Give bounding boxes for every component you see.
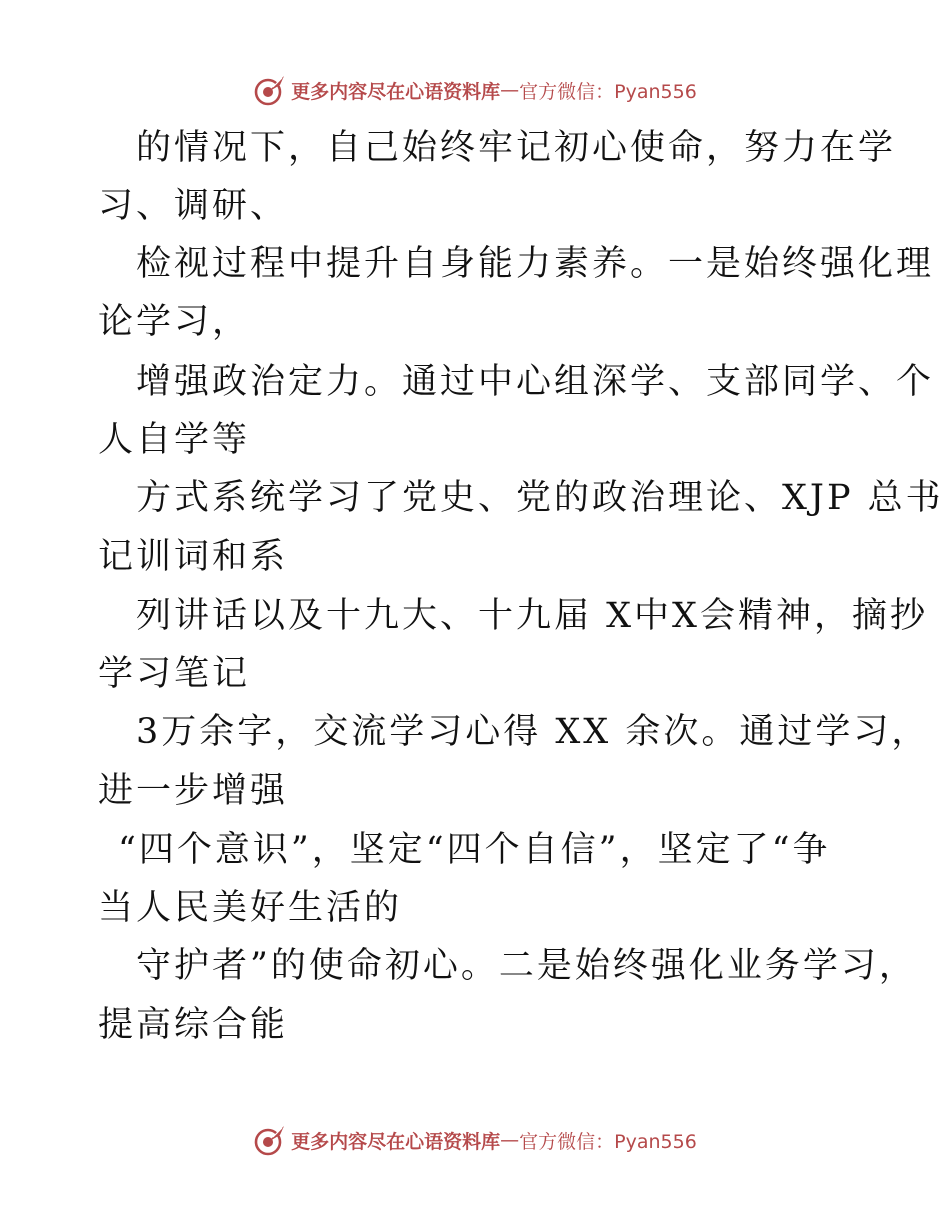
body-line: 3万余字，交流学习心得 XX 余次。通过学习，	[136, 712, 930, 752]
body-line: 习、调研、	[98, 186, 289, 226]
quill-pen-logo-icon	[253, 73, 287, 107]
banner-separator: —	[500, 1129, 520, 1151]
body-line: 当人民美好生活的	[98, 888, 403, 928]
quill-pen-logo-icon	[253, 1123, 287, 1157]
banner-wechat: 官方微信：Pyan556	[519, 80, 697, 103]
footer-banner	[0, 1120, 950, 1160]
banner-wechat: 官方微信：Pyan556	[519, 1130, 697, 1153]
body-line: 人自学等	[98, 420, 251, 460]
body-line: 学习笔记	[98, 654, 251, 694]
body-line: 的情况下，自己始终牢记初心使命，努力在学	[136, 128, 897, 168]
body-line: 检视过程中提升自身能力素养。一是始终强化理	[136, 244, 935, 284]
body-line: 增强政治定力。通过中心组深学、支部同学、个	[136, 362, 935, 402]
body-line: 记训词和系	[98, 537, 289, 577]
body-line: 进一步增强	[98, 771, 289, 811]
banner-title: 更多内容尽在心语资料库	[291, 80, 501, 103]
body-line: 列讲话以及十九大、十九届 X中X会精神，摘抄	[136, 596, 928, 636]
body-line: 方式系统学习了党史、党的政治理论、XJP 总书	[136, 478, 944, 518]
body-line: 论学习，	[98, 302, 251, 342]
body-line: 守护者”的使命初心。二是始终强化业务学习，	[136, 946, 917, 986]
banner-separator: —	[500, 79, 520, 101]
body-line: “四个意识”，坚定“四个自信”，坚定了“争	[118, 830, 831, 870]
header-banner	[0, 70, 950, 110]
banner-title: 更多内容尽在心语资料库	[291, 1130, 501, 1153]
body-line: 提高综合能	[98, 1005, 289, 1045]
